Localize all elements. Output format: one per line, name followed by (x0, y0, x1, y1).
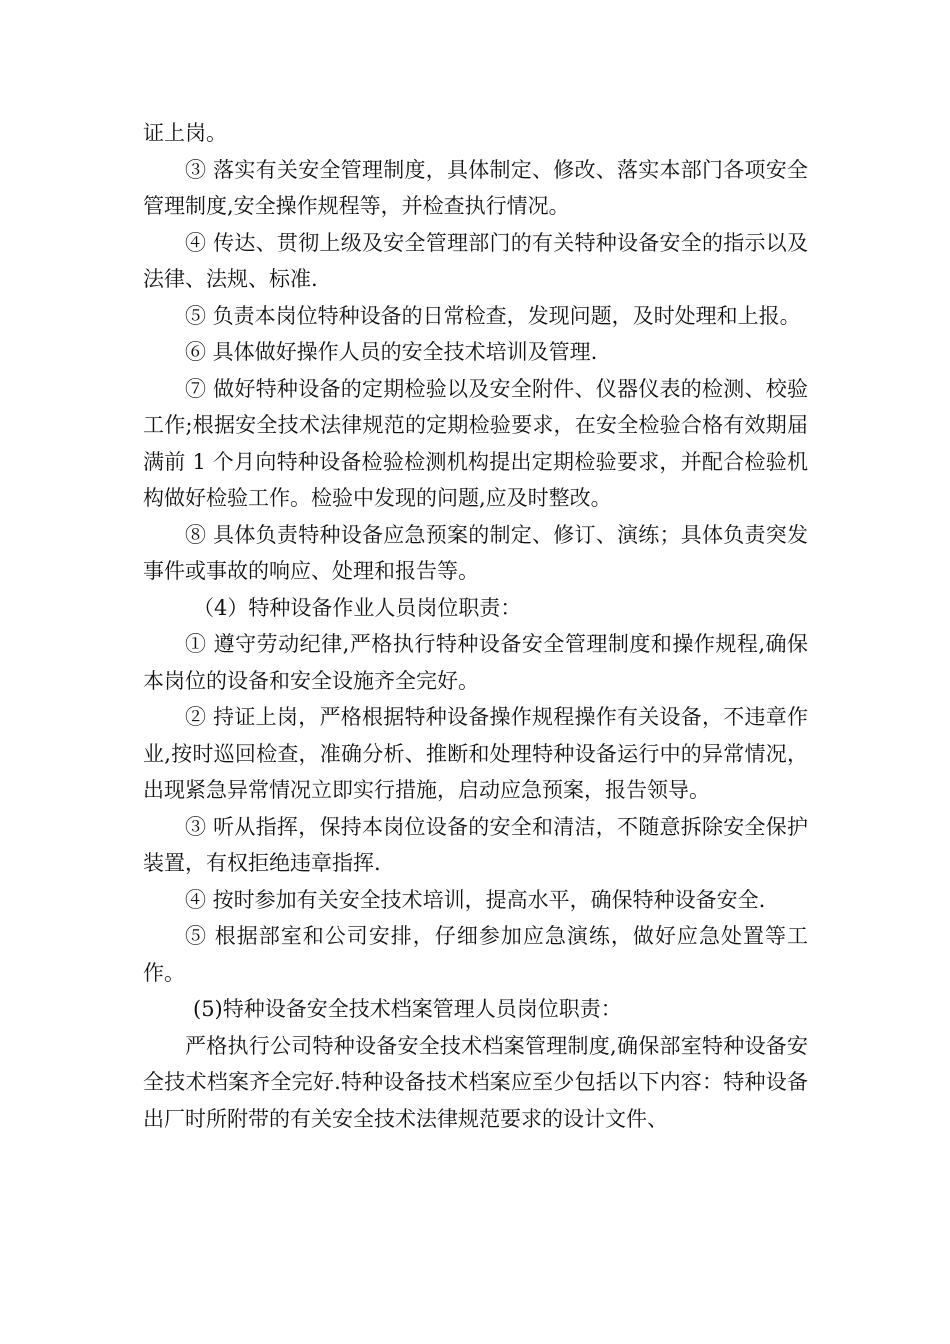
paragraph-item-4: ④ 传达、贯彻上级及安全管理部门的有关特种设备安全的指示以及法律、法规、标准. (143, 230, 808, 291)
paragraph-duty-5: ⑤ 根据部室和公司安排，仔细参加应急演练，做好应急处置等工作。 (143, 924, 808, 985)
paragraph-item-8: ⑧ 具体负责特种设备应急预案的制定、修订、演练；具体负责突发事件或事故的响应、处理和报告等。 (143, 522, 808, 583)
paragraph-duty-4: ④ 按时参加有关安全技术培训，提高水平，确保特种设备安全. (185, 887, 766, 912)
paragraph-duty-3: ③ 听从指挥，保持本岗位设备的安全和清洁，不随意拆除安全保护装置，有权拒绝违章指挥. (143, 814, 808, 875)
section-heading-5: (5)特种设备安全技术档案管理人员岗位职责： (193, 997, 622, 1021)
paragraph-item-6: ⑥ 具体做好操作人员的安全技术培训及管理. (185, 340, 598, 364)
paragraph-item-5: ⑤ 负责本岗位特种设备的日常检查，发现问题，及时处理和上报。 (185, 303, 801, 328)
paragraph-duty-2: ② 持证上岗，严格根据特种设备操作规程操作有关设备，不违章作业,按时巡回检查，准确分析、推断和处理特种设备运行中的异常情况，出现紧急异常情况立即实行措施，启动应急预案，报告领导。 (143, 705, 808, 802)
paragraph-item-7: ⑦ 做好特种设备的定期检验以及安全附件、仪器仪表的检测、校验工作;根据安全技术法律规范的定期检验要求，在安全检验合格有效期届满前 1 个月向特种设备检验检测机构提出定期检验要求，并配合检验机构做好检验工作。检验中发现的问题,应及时整改。 (143, 376, 808, 510)
paragraph-item-3: ③ 落实有关安全管理制度，具体制定、修改、落实本部门各项安全管理制度,安全操作规程等，并检查执行情况。 (143, 157, 808, 218)
paragraph-continuation: 证上岗。 (143, 121, 227, 145)
section-heading-4: （4）特种设备作业人员岗位职责： (193, 595, 522, 620)
document-page (143, 115, 808, 1137)
paragraph-duty-1: ① 遵守劳动纪律,严格执行特种设备安全管理制度和操作规程,确保本岗位的设备和安全设施齐全完好。 (143, 632, 808, 693)
paragraph-archive-duty: 严格执行公司特种设备安全技术档案管理制度,确保部室特种设备安全技术档案齐全完好.特种设备技术档案应至少包括以下内容：特种设备出厂时所附带的有关安全技术法律规范要求的设计文件、 (143, 1033, 808, 1131)
